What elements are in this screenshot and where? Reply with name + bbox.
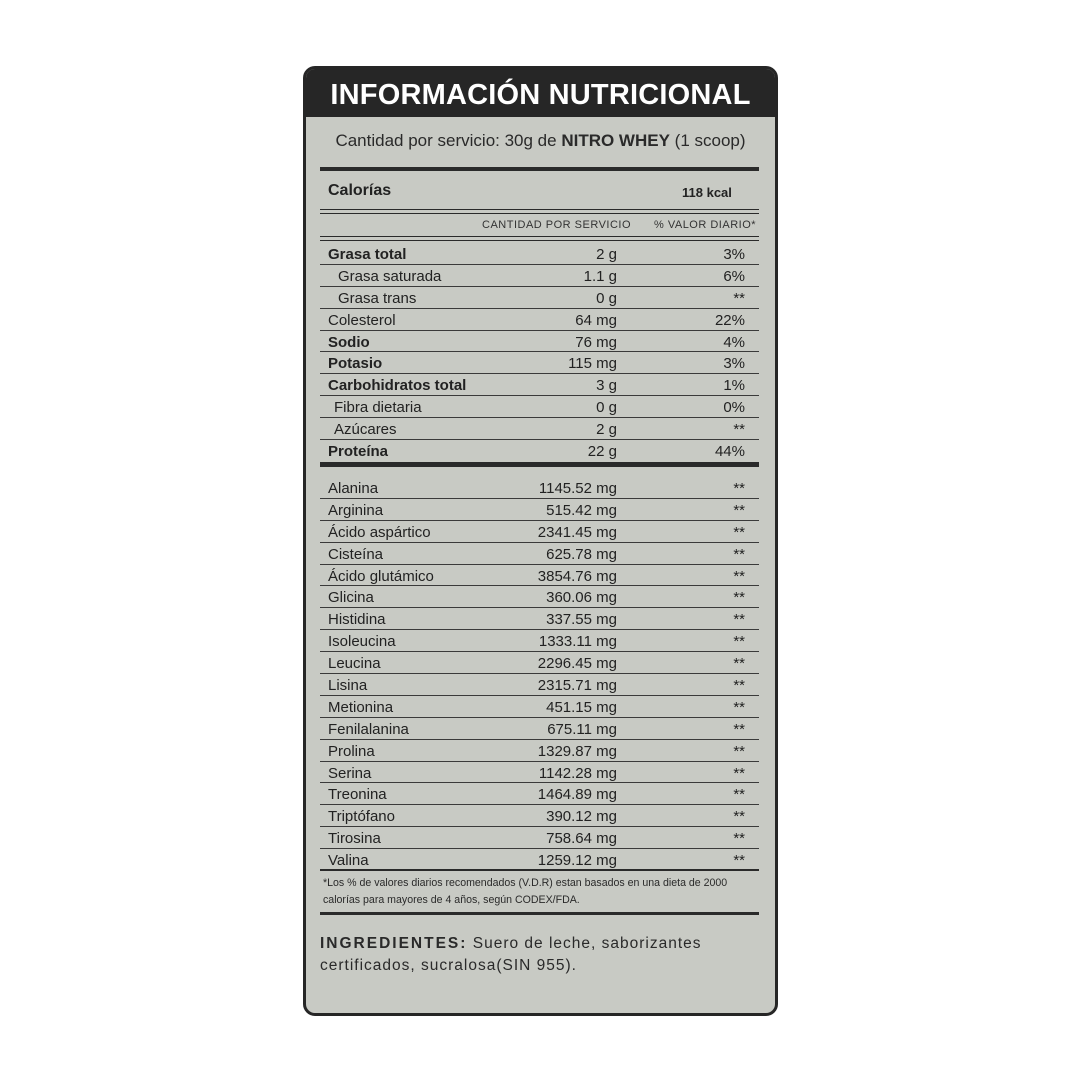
calories-label: Calorías [328,182,392,199]
nutrient-row [320,352,759,374]
divider-thick [320,462,759,467]
panel-title: INFORMACIÓN NUTRICIONAL [306,69,775,117]
aminoacid-row-name: Leucina [328,655,381,673]
nutrient-row-amount: 2 g [596,421,617,439]
footnote: *Los % de valores diarios recomendados (V.D.R) estan basados en una dieta de 2000 calorías para mayores de 4 años, según CODEX/FDA. [323,877,728,906]
aminoacid-row-daily-value: ** [733,698,745,716]
aminoacid-row-daily-value: ** [733,677,745,695]
aminoacid-row-daily-value: ** [733,480,745,497]
divider [320,869,759,871]
nutrient-row-daily-value: 3% [723,246,745,263]
nutrient-row [320,287,759,309]
aminoacid-row [320,849,759,871]
nutrient-row [320,418,759,440]
nutrient-row [320,396,759,418]
aminoacid-row-amount: 1464.89 mg [537,786,617,804]
aminoacid-row [320,827,759,849]
aminoacid-row-amount: 2315.71 mg [537,677,617,695]
aminoacid-row-name: Fenilalanina [328,720,409,738]
aminoacid-row [320,521,759,543]
aminoacid-row-amount: 1142.28 mg [538,764,617,782]
aminoacid-row-name: Tirosina [328,830,381,848]
aminoacid-row-amount: 1329.87 mg [537,742,617,760]
aminoacid-row-name: Arginina [328,501,384,519]
aminoacid-row [320,783,759,805]
aminoacid-row-daily-value: ** [733,852,745,870]
nutrient-row [320,309,759,331]
aminoacid-row-amount: 1259.12 mg [537,852,617,870]
aminoacid-row-name: Serina [328,764,372,782]
nutrient-row-daily-value: ** [733,289,745,307]
aminoacid-row-daily-value: ** [733,633,745,651]
aminoacid-row-daily-value: ** [733,720,745,738]
nutrient-row-amount: 22 g [587,443,617,461]
nutrient-row-name: Potasio [328,355,383,373]
aminoacid-row [320,696,759,718]
nutrient-row-name: Azúcares [334,421,397,439]
aminoacid-row-daily-value: ** [733,830,745,848]
divider-thick [320,167,759,171]
aminoacid-row-daily-value: ** [733,611,745,629]
nutrient-row [320,243,759,265]
aminoacid-row-amount: 625.78 mg [546,545,617,563]
aminoacid-row-amount: 390.12 mg [546,808,617,826]
aminoacid-row-amount: 1145.52 mg [538,480,617,497]
aminoacid-row [320,477,759,499]
aminoacid-row-amount: 3854.76 mg [537,567,617,585]
aminoacid-row-daily-value: ** [733,589,745,607]
aminoacid-row-name: Treonina [328,786,387,804]
serving-size [306,131,775,151]
aminoacid-row-name: Triptófano [328,808,395,826]
column-header-amount: CANTIDAD POR SERVICIO [482,219,632,231]
serving-suffix: (1 scoop) [674,131,746,150]
nutrient-row [320,331,759,353]
aminoacid-row [320,652,759,674]
aminoacid-row-name: Ácido aspártico [328,523,431,541]
serving-product: NITRO WHEY [561,131,670,150]
aminoacid-row-name: Cisteína [328,545,384,563]
nutrient-row-name: Colesterol [328,311,396,329]
aminoacid-row-amount: 2341.45 mg [537,523,617,541]
aminoacid-row-daily-value: ** [733,808,745,826]
nutrient-row [320,440,759,462]
aminoacid-row-amount: 675.11 mg [547,720,617,738]
calories-value: 118 kcal [682,185,732,200]
aminoacid-row-daily-value: ** [733,567,745,585]
aminoacid-row-daily-value: ** [733,786,745,804]
nutrient-row [320,374,759,396]
nutrient-row-name: Carbohidratos total [328,377,467,395]
nutrient-row-amount: 3 g [596,377,617,395]
aminoacid-row-daily-value: ** [733,545,745,563]
aminoacid-row-name: Prolina [328,742,375,760]
aminoacid-row-name: Glicina [328,589,374,607]
nutrient-row-amount: 1.1 g [583,267,617,285]
aminoacid-table [320,477,759,871]
nutrient-row-amount: 64 mg [575,311,617,329]
nutrient-row-name: Sodio [328,333,370,351]
divider-thick [320,912,759,915]
aminoacid-row [320,565,759,587]
aminoacid-row [320,762,759,784]
nutrient-row-amount: 76 mg [575,333,617,351]
aminoacid-row [320,718,759,740]
ingredients-label: INGREDIENTES: [320,935,468,952]
nutrient-row-name: Grasa saturada [338,267,442,285]
nutrient-row-daily-value: 1% [723,377,745,395]
divider [320,240,759,241]
aminoacid-row-name: Alanina [328,480,379,497]
nutrient-row-amount: 2 g [596,246,617,263]
nutrient-table [320,243,759,462]
aminoacid-row-amount: 451.15 mg [546,698,617,716]
aminoacid-row [320,586,759,608]
nutrient-row-name: Grasa total [328,246,407,263]
aminoacid-row-amount: 1333.11 mg [538,633,617,651]
nutrient-row-name: Grasa trans [338,289,417,307]
aminoacid-row-amount: 515.42 mg [546,501,617,519]
aminoacid-row-amount: 758.64 mg [546,830,617,848]
nutrition-facts-panel [303,66,778,1016]
serving-prefix: Cantidad por servicio: 30g de [335,131,557,150]
aminoacid-row-daily-value: ** [733,764,745,782]
aminoacid-row-daily-value: ** [733,742,745,760]
divider [320,236,759,237]
nutrient-row-daily-value: 0% [723,399,745,417]
nutrient-row [320,265,759,287]
aminoacid-row-daily-value: ** [733,501,745,519]
nutrient-row-daily-value: 3% [723,355,745,373]
aminoacid-row [320,543,759,565]
aminoacid-row-name: Metionina [328,698,394,716]
aminoacid-row [320,740,759,762]
aminoacid-row-daily-value: ** [733,655,745,673]
aminoacid-row [320,630,759,652]
nutrient-row-daily-value: 22% [714,311,745,329]
aminoacid-row-amount: 360.06 mg [546,589,617,607]
ingredients [320,933,760,977]
divider [320,209,759,210]
nutrient-row-amount: 115 mg [568,355,617,373]
aminoacid-row [320,608,759,630]
aminoacid-row [320,499,759,521]
aminoacid-row [320,805,759,827]
aminoacid-row-daily-value: ** [733,523,745,541]
aminoacid-row-amount: 2296.45 mg [537,655,617,673]
nutrient-row-name: Proteína [328,443,389,461]
column-header-daily-value: % VALOR DIARIO* [654,219,757,231]
divider [320,213,759,214]
aminoacid-row [320,674,759,696]
ingredients-text: Suero de leche, saborizantes certificados, sucralosa(SIN 955). [320,935,702,974]
aminoacid-row-name: Lisina [328,677,368,695]
aminoacid-row-name: Ácido glutámico [328,567,434,585]
aminoacid-row-amount: 337.55 mg [546,611,617,629]
nutrient-row-amount: 0 g [596,289,617,307]
nutrient-row-daily-value: ** [733,421,745,439]
nutrient-row-daily-value: 44% [714,443,745,461]
nutrient-row-daily-value: 6% [723,267,745,285]
aminoacid-row-name: Histidina [328,611,386,629]
nutrient-row-daily-value: 4% [723,333,745,351]
aminoacid-row-name: Valina [328,852,369,870]
nutrient-row-amount: 0 g [596,399,617,417]
aminoacid-row-name: Isoleucina [328,633,396,651]
nutrient-row-name: Fibra dietaria [334,399,422,417]
